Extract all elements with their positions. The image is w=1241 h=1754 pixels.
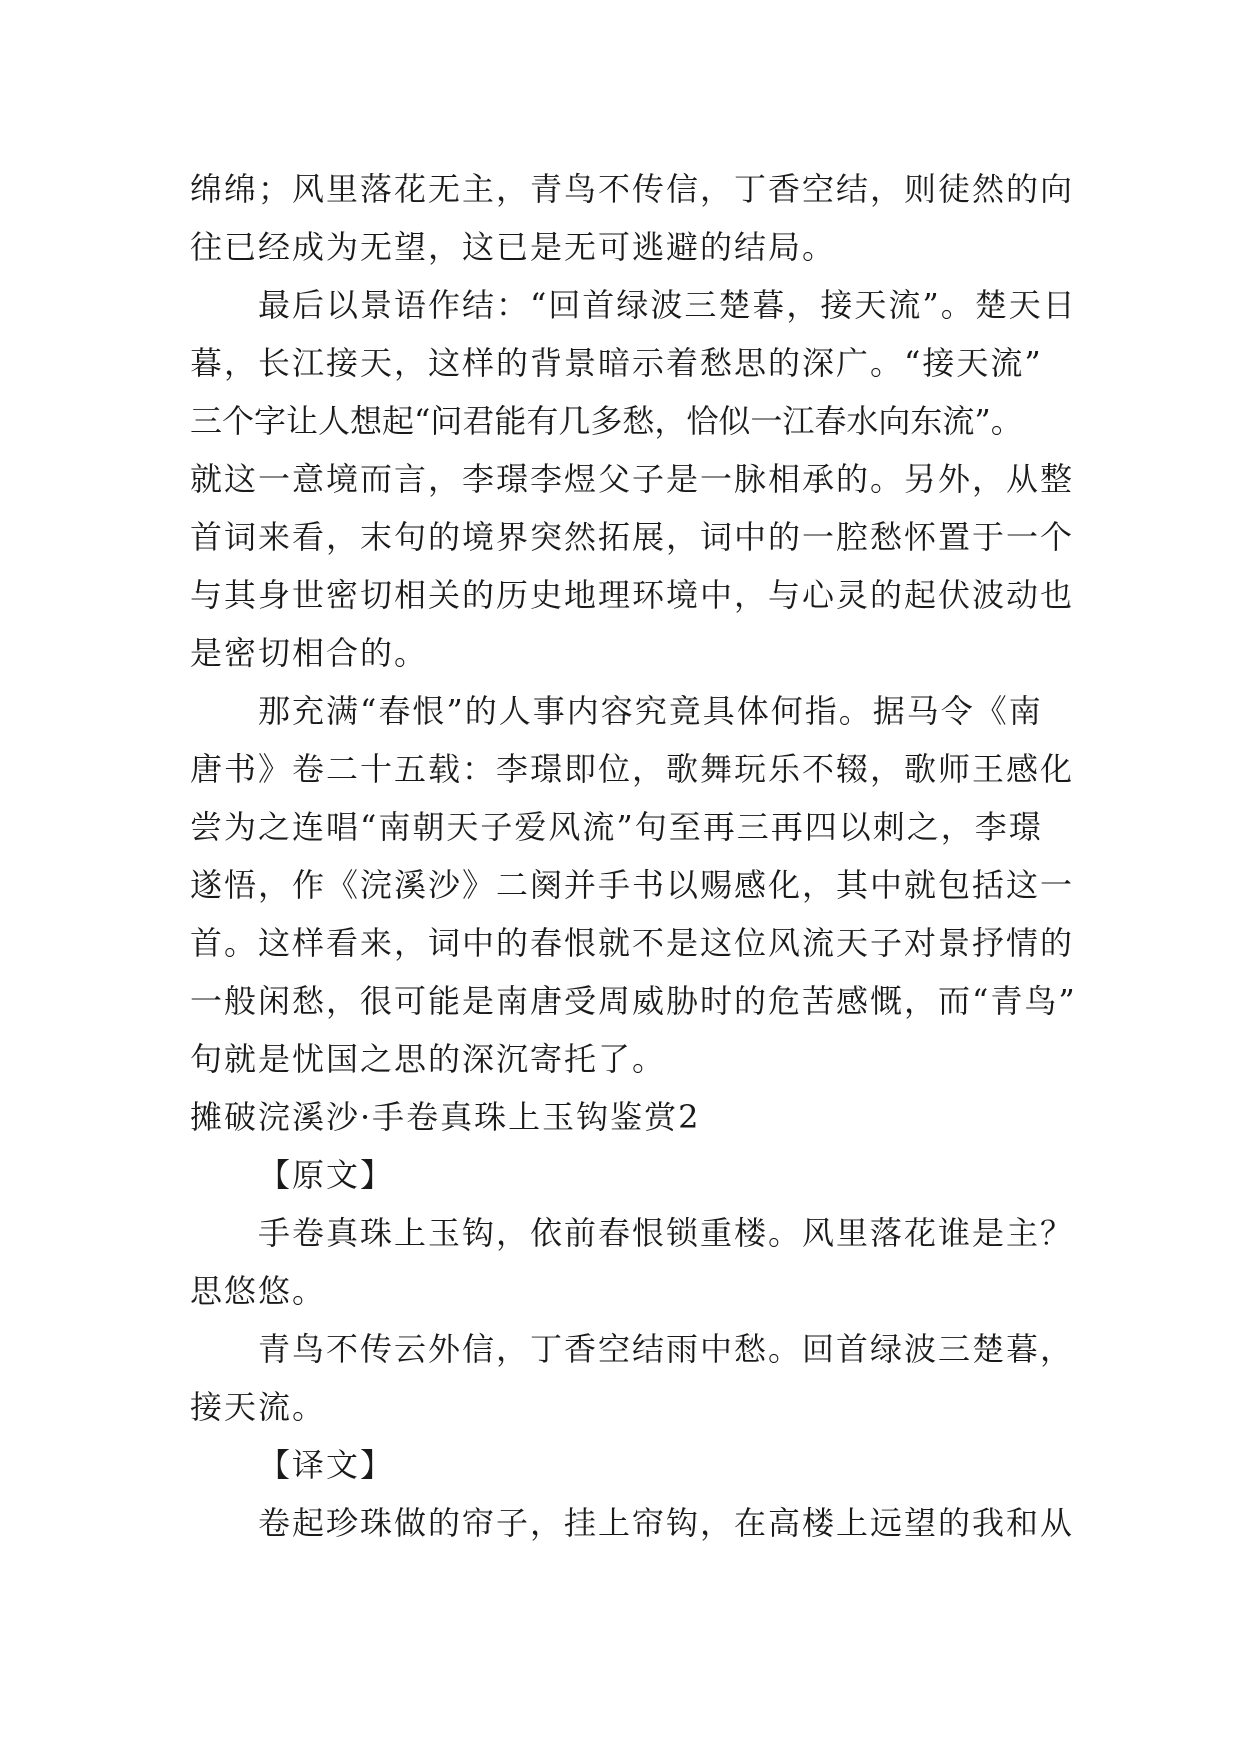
text-line: 唐书》卷二十五载：李璟即位，歌舞玩乐不辍，歌师王感化 — [190, 750, 1075, 788]
text-line: 那充满“春恨”的人事内容究竟具体何指。据马令《南 — [258, 692, 1043, 730]
section-label: 【原文】 — [258, 1156, 395, 1194]
document-body — [190, 160, 1077, 1552]
text-line: 青鸟不传云外信，丁香空结雨中愁。回首绿波三楚暮， — [258, 1330, 1075, 1368]
paragraph — [190, 1494, 1075, 1552]
text-line: 句就是忧国之思的深沉寄托了。 — [190, 1040, 667, 1078]
text-line: 尝为之连唱“南朝天子爱风流”句至再三再四以刺之，李璟 — [190, 808, 1043, 846]
text-line: 思悠悠。 — [190, 1272, 327, 1310]
text-line: 遂悟，作《浣溪沙》二阕并手书以赐感化，其中就包括这一 — [190, 866, 1075, 904]
text-line: 三个字让人想起“问君能有几多愁，恰似一江春水向东流”。 — [190, 402, 1023, 440]
section-label: 【译文】 — [258, 1446, 395, 1484]
text-line: 接天流。 — [190, 1388, 327, 1426]
text-line: 首词来看，末句的境界突然拓展，词中的一腔愁怀置于一个 — [190, 518, 1075, 556]
text-line: 是密切相合的。 — [190, 634, 429, 672]
paragraph — [190, 160, 1075, 276]
text-line: 绵绵；风里落花无主，青鸟不传信，丁香空结，则徒然的向 — [190, 170, 1075, 208]
paragraph — [190, 276, 1077, 682]
text-line: 首。这样看来，词中的春恨就不是这位风流天子对景抒情的 — [190, 924, 1075, 962]
paragraph — [190, 1320, 1075, 1436]
text-line: 手卷真珠上玉钩，依前春恨锁重楼。风里落花谁是主？ — [258, 1214, 1075, 1252]
text-line: 卷起珍珠做的帘子，挂上帘钩，在高楼上远望的我和从 — [258, 1504, 1075, 1542]
text-line: 往已经成为无望，这已是无可逃避的结局。 — [190, 228, 837, 266]
text-line: 暮，长江接天，这样的背景暗示着愁思的深广。“接天流” — [190, 344, 1043, 382]
paragraph — [190, 682, 1077, 1088]
text-line: 一般闲愁，很可能是南唐受周威胁时的危苦感慨，而“青鸟” — [190, 982, 1077, 1020]
text-line: 与其身世密切相关的历史地理环境中，与心灵的起伏波动也 — [190, 576, 1075, 614]
paragraph — [190, 1204, 1075, 1320]
text-line: 最后以景语作结：“回首绿波三楚暮，接天流”。楚天日 — [258, 286, 1077, 324]
text-line: 就这一意境而言，李璟李煜父子是一脉相承的。另外，从整 — [190, 460, 1075, 498]
section-heading: 摊破浣溪沙·手卷真珠上玉钩鉴赏2 — [190, 1098, 701, 1136]
